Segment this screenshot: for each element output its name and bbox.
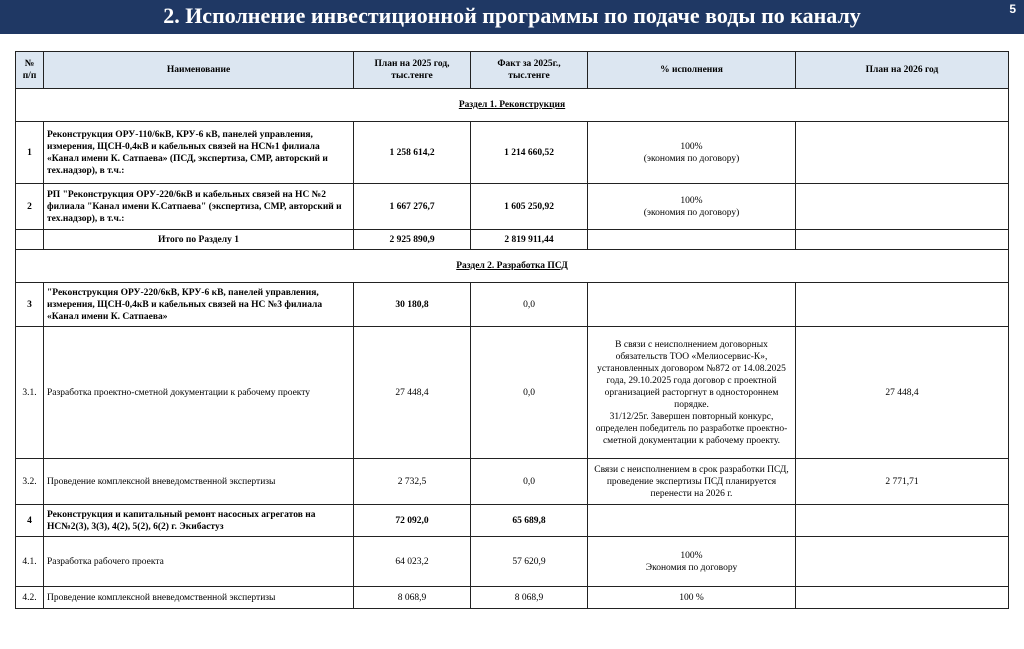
- row-fact: 0,0: [471, 283, 588, 327]
- row-fact: 0,0: [471, 327, 588, 459]
- page-number: 5: [1009, 2, 1016, 16]
- row-no: 3.1.: [16, 327, 44, 459]
- page-header: [0, 0, 1024, 34]
- row-no: 3.2.: [16, 459, 44, 505]
- row-plan: 1 258 614,2: [354, 122, 471, 184]
- row-plan2026: [796, 505, 1009, 537]
- row-no: 3: [16, 283, 44, 327]
- table-header-row: [16, 52, 1009, 89]
- row-plan: 64 023,2: [354, 537, 471, 587]
- table-row: [16, 505, 1009, 537]
- total-plan: 2 925 890,9: [354, 230, 471, 250]
- row-name: "Реконструкция ОРУ-220/6кВ, КРУ-6 кВ, панелей управления, измерения, ЩСН-0,4кВ и кабельных связей на НС №3 филиала «Канал имени К. Сатпаева»: [44, 283, 354, 327]
- row-fact: 65 689,8: [471, 505, 588, 537]
- section-row: [16, 250, 1009, 283]
- row-name: Реконструкция и капитальный ремонт насосных агрегатов на НС№2(3), 3(3), 4(2), 5(2), 6(2) г. Экибастуз: [44, 505, 354, 537]
- table-row: [16, 587, 1009, 609]
- row-plan: 8 068,9: [354, 587, 471, 609]
- col-header-pct: % исполнения: [588, 52, 796, 89]
- row-name: РП "Реконструкция ОРУ-220/6кВ и кабельных связей на НС №2 филиала "Канал имени К.Сатпаева" (экспертиза, СМР, авторский и тех.надзор), в т.ч.:: [44, 184, 354, 230]
- row-plan: 1 667 276,7: [354, 184, 471, 230]
- table-row: [16, 537, 1009, 587]
- row-plan2026: [796, 122, 1009, 184]
- row-no: 4: [16, 505, 44, 537]
- row-name: Проведение комплексной вневедомственной экспертизы: [44, 587, 354, 609]
- row-pct: 100% (экономия по договору): [588, 122, 796, 184]
- row-fact: 8 068,9: [471, 587, 588, 609]
- row-fact: 1 605 250,92: [471, 184, 588, 230]
- row-name: Разработка проектно-сметной документации к рабочему проекту: [44, 327, 354, 459]
- row-plan2026: [796, 537, 1009, 587]
- section-title-1: Раздел 1. Реконструкция: [16, 89, 1009, 122]
- row-pct: [588, 505, 796, 537]
- total-fact: 2 819 911,44: [471, 230, 588, 250]
- table-row: [16, 283, 1009, 327]
- table-row: [16, 122, 1009, 184]
- row-pct: 100% (экономия по договору): [588, 184, 796, 230]
- row-no: 4.1.: [16, 537, 44, 587]
- row-fact: 57 620,9: [471, 537, 588, 587]
- row-plan: 30 180,8: [354, 283, 471, 327]
- row-plan2026: [796, 587, 1009, 609]
- row-name: Разработка рабочего проекта: [44, 537, 354, 587]
- total-label: Итого по Разделу 1: [44, 230, 354, 250]
- row-no: 1: [16, 122, 44, 184]
- row-pct: Связи с неисполнением в срок разработки ПСД, проведение экспертизы ПСД планируется перенести на 2026 г.: [588, 459, 796, 505]
- col-header-fact: Факт за 2025г., тыс.тенге: [471, 52, 588, 89]
- row-pct: [588, 283, 796, 327]
- row-plan2026: [796, 283, 1009, 327]
- total-row: [16, 230, 1009, 250]
- row-name: Проведение комплексной вневедомственной экспертизы: [44, 459, 354, 505]
- col-header-no: № п/п: [16, 52, 44, 89]
- section-title-2: Раздел 2. Разработка ПСД: [16, 250, 1009, 283]
- row-no: 2: [16, 184, 44, 230]
- row-plan2026: 27 448,4: [796, 327, 1009, 459]
- col-header-name: Наименование: [44, 52, 354, 89]
- row-fact: 0,0: [471, 459, 588, 505]
- row-pct: 100 %: [588, 587, 796, 609]
- row-plan: 27 448,4: [354, 327, 471, 459]
- row-plan: 2 732,5: [354, 459, 471, 505]
- row-fact: 1 214 660,52: [471, 122, 588, 184]
- table-row: [16, 459, 1009, 505]
- row-pct: В связи с неисполнением договорных обязательств ТОО «Мелиосервис-К», установленных договором №872 от 14.08.2025 года, 29.10.2025 года договор с проектной организацией расторгнут в одностороннем порядке. 31/12/25г. Завершен повторный конкурс, определен победитель по разработке проектно-сметной документации к рабочему проекту.: [588, 327, 796, 459]
- col-header-plan: План на 2025 год, тыс.тенге: [354, 52, 471, 89]
- row-plan2026: 2 771,71: [796, 459, 1009, 505]
- row-pct: 100% Экономия по договору: [588, 537, 796, 587]
- row-plan2026: [796, 184, 1009, 230]
- section-row: [16, 89, 1009, 122]
- col-header-plan2026: План на 2026 год: [796, 52, 1009, 89]
- investment-table: [15, 51, 1009, 609]
- row-plan: 72 092,0: [354, 505, 471, 537]
- row-no: 4.2.: [16, 587, 44, 609]
- table-row: [16, 184, 1009, 230]
- row-name: Реконструкция ОРУ-110/6кВ, КРУ-6 кВ, панелей управления, измерения, ЩСН-0,4кВ и кабельных связей на НС№1 филиала «Канал имени К. Сатпаева» (ПСД, экспертиза, СМР, авторский и тех.надзор), в т.ч.:: [44, 122, 354, 184]
- page-title: 2. Исполнение инвестиционной программы по подаче воды по каналу: [163, 3, 861, 28]
- table-row: [16, 327, 1009, 459]
